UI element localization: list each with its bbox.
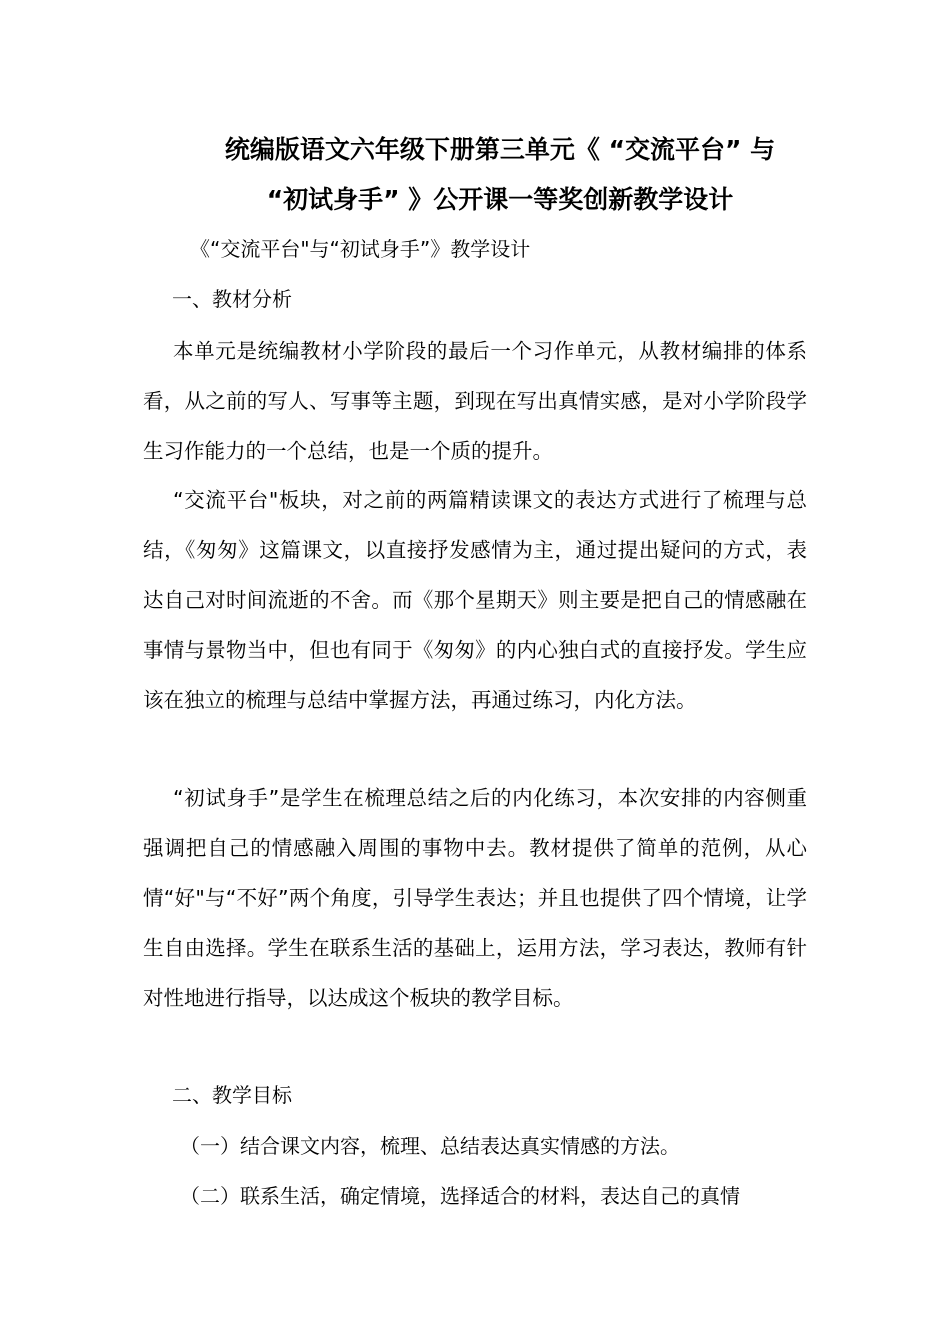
document-subtitle: 《“交流平台"与“初试身手”》教学设计 [190,237,531,261]
paragraph-first-try: “初试身手”是学生在梳理总结之后的内化练习，本次安排的内容侧重强调把自己的情感融入周围的事物中去。教材提供了简单的范例，从心情“好"与“不好”两个角度，引导学生表达；并且也提供了四个情境，让学生自由选择。学生在联系生活的基础上，运用方法，学习表达，教师有针对性地进行指导，以达成这个板块的教学目标。 [143,786,807,1010]
paragraph-exchange-platform: “交流平台"板块，对之前的两篇精读课文的表达方式进行了梳理与总结，《匆匆》这篇课文，以直接抒发感情为主，通过提出疑问的方式，表达自己对时间流逝的不舍。而《那个星期天》则主要是把自己的情感融在事情与景物当中，但也有同于《匆匆》的内心独白式的直接抒发。学生应该在独立的梳理与总结中掌握方法，再通过练习，内化方法。 [143,488,807,712]
document-title-line-1: 统编版语文六年级下册第三单元《 “交流平台” 与 [224,135,776,164]
document-title-line-2: “初试身手” 》公开课一等奖创新教学设计 [266,185,734,214]
teaching-goal-2: （二）联系生活，确定情境，选择适合的材料，表达自己的真情 [180,1184,740,1208]
section-heading-teaching-goals: 二、教学目标 [172,1083,292,1107]
teaching-goal-1: （一）结合课文内容，梳理、总结表达真实情感的方法。 [180,1134,680,1158]
paragraph-unit-overview: 本单元是统编教材小学阶段的最后一个习作单元，从教材编排的体系看，从之前的写人、写事等主题，到现在写出真情实感，是对小学阶段学生习作能力的一个总结，也是一个质的提升。 [143,339,807,463]
section-heading-textbook-analysis: 一、教材分析 [172,287,292,311]
